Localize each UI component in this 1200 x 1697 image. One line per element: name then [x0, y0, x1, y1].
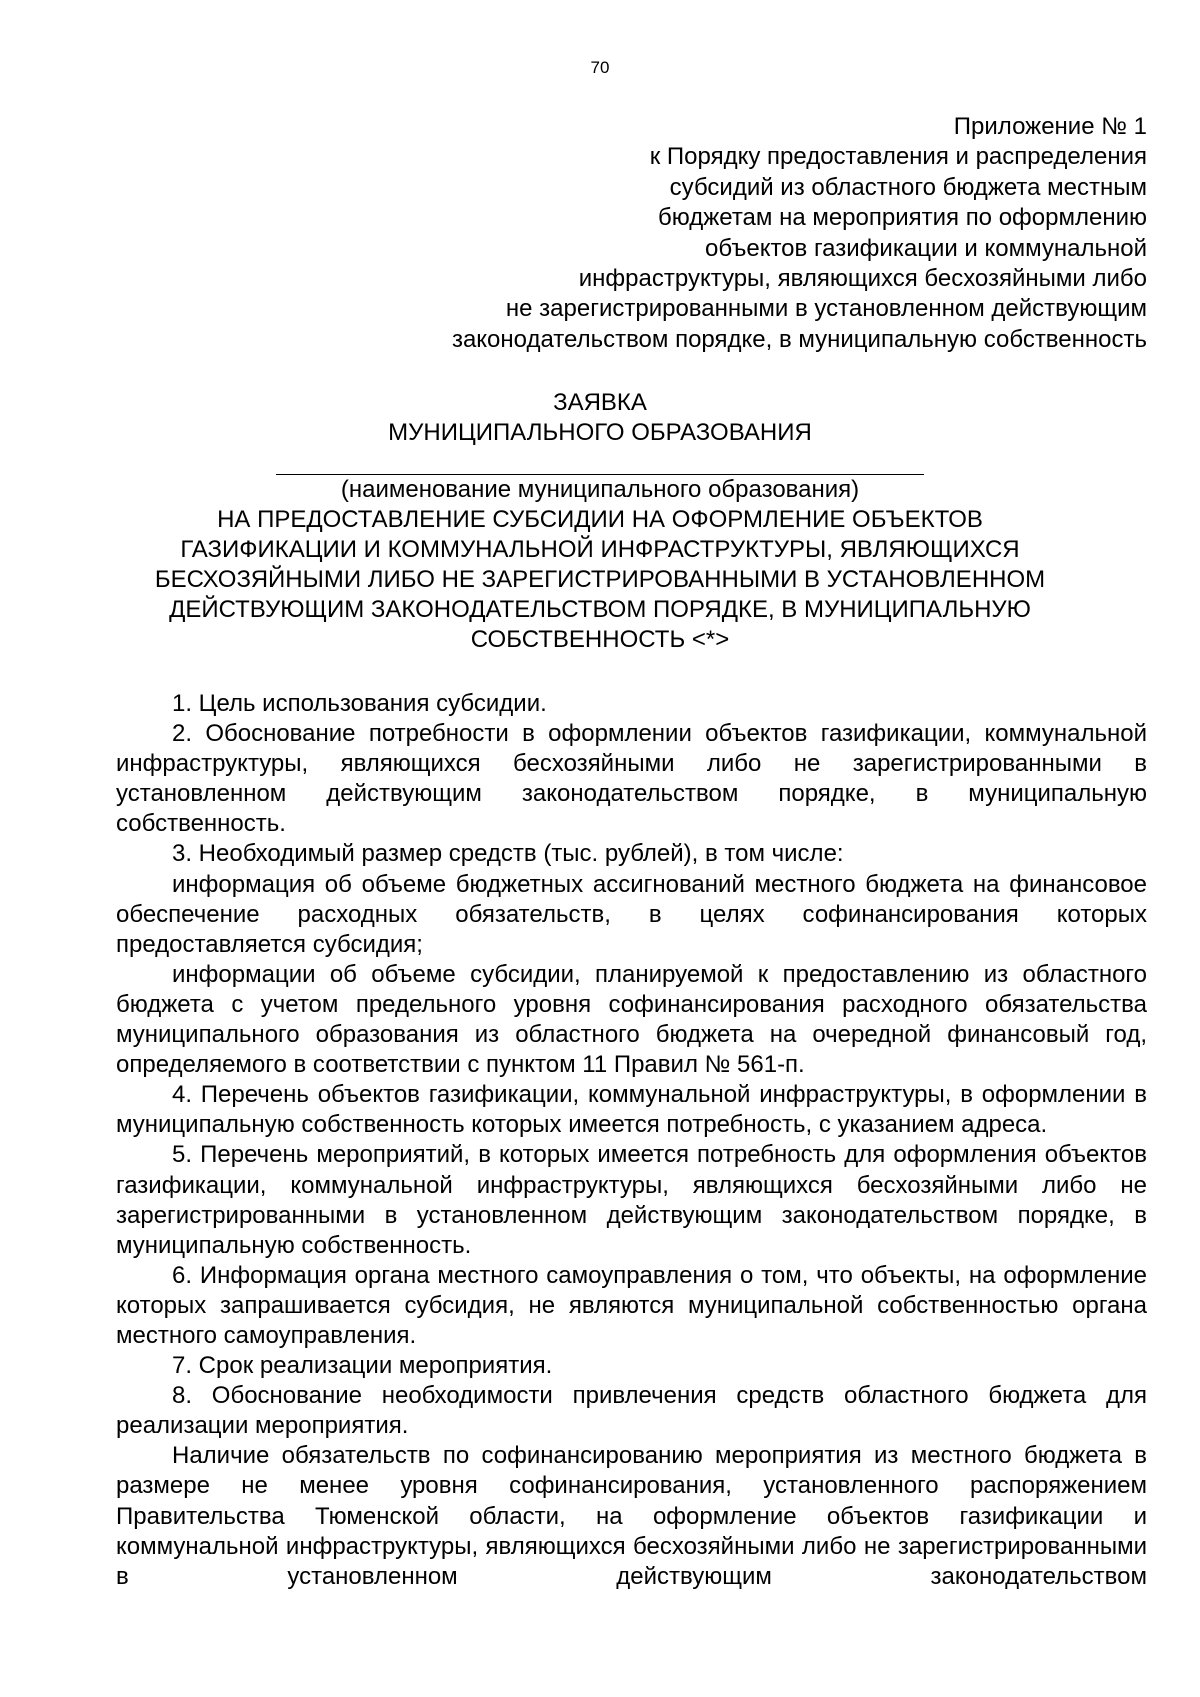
name-caption: (наименование муниципального образования)	[340, 476, 860, 503]
paragraph: 7. Срок реализации мероприятия.	[172, 1352, 553, 1380]
paragraph: 2. Обоснование потребности в оформлении объектов газификации, коммунальной инфраструктуры, являющихся бесхозяйными либо не зарегистрированными в установленном действующим законодательством порядке, в муниципальную собственность.	[116, 720, 1147, 838]
paragraph: 5. Перечень мероприятий, в которых имеется потребность для оформления объектов газификации, коммунальной инфраструктуры, являющихся бесхозяйными либо не зарегистрированными в установленном действующим законодательством порядке, в муниципальную собственность.	[116, 1141, 1147, 1259]
document-title	[0, 388, 1200, 655]
subject-line: ДЕЙСТВУЮЩИМ ЗАКОНОДАТЕЛЬСТВОМ ПОРЯДКЕ, В МУНИЦИПАЛЬНУЮ	[169, 596, 1031, 623]
appendix-line: субсидий из областного бюджета местным	[669, 173, 1147, 201]
appendix-line: инфраструктуры, являющихся бесхозяйными либо	[578, 265, 1147, 293]
paragraph: 1. Цель использования субсидии.	[172, 690, 547, 717]
appendix-line: законодательством порядке, в муниципальную собственность	[451, 325, 1147, 353]
municipality-name-blank	[276, 448, 924, 475]
appendix-line: к Порядку предоставления и распределения	[649, 143, 1147, 171]
paragraph: Наличие обязательств по софинансированию мероприятия из местного бюджета в размере не менее уровня софинансирования, установленного распоряжением Правительства Тюменской области, на оформление объектов газификации и коммунальной инфраструктуры, являющихся бесхозяйными либо не зарегистрированными в установленном действующим законодательством	[116, 1442, 1147, 1590]
paragraph: 3. Необходимый размер средств (тыс. рублей), в том числе:	[172, 840, 844, 868]
paragraph: информации об объеме субсидии, планируемой к предоставлению из областного бюджета с учетом предельного уровня софинансирования расходного обязательства муниципального образования из областного бюджета на очередной финансовый год, определяемого в соответствии с пунктом 11 Правил № 561-п.	[116, 960, 1147, 1079]
appendix-line: не зарегистрированными в установленном действующим	[505, 295, 1147, 323]
paragraph: 8. Обоснование необходимости привлечения средств областного бюджета для реализации мероприятия.	[116, 1382, 1147, 1440]
appendix-line: Приложение № 1	[953, 113, 1147, 140]
paragraph: 4. Перечень объектов газификации, коммунальной инфраструктуры, в оформлении в муниципальную собственность которых имеется потребность, с указанием адреса.	[116, 1081, 1147, 1139]
subject-line: НА ПРЕДОСТАВЛЕНИЕ СУБСИДИИ НА ОФОРМЛЕНИЕ ОБЪЕКТОВ	[217, 506, 983, 533]
subject-line: ГАЗИФИКАЦИИ И КОММУНАЛЬНОЙ ИНФРАСТРУКТУРЫ, ЯВЛЯЮЩИХСЯ	[180, 536, 1020, 563]
subject-line: БЕСХОЗЯЙНЫМИ ЛИБО НЕ ЗАРЕГИСТРИРОВАННЫМИ В УСТАНОВЛЕННОМ	[154, 566, 1046, 593]
appendix-line: объектов газификации и коммунальной	[705, 234, 1147, 262]
paragraph: 6. Информация органа местного самоуправления о том, что объекты, на оформление которых запрашивается субсидия, не являются муниципальной собственностью органа местного самоуправления.	[116, 1261, 1147, 1349]
document-body	[116, 689, 1147, 1592]
paragraph: информация об объеме бюджетных ассигнований местного бюджета на финансовое обеспечение расходных обязательств, в целях софинансирования которых предоставляется субсидия;	[116, 870, 1147, 958]
title-line: МУНИЦИПАЛЬНОГО ОБРАЗОВАНИЯ	[388, 419, 812, 446]
title-line: ЗАЯВКА	[553, 389, 647, 416]
subject-line: СОБСТВЕННОСТЬ <*>	[470, 626, 730, 653]
appendix-header	[247, 112, 1147, 355]
page-number: 70	[590, 58, 610, 77]
appendix-line: бюджетам на мероприятия по оформлению	[658, 204, 1147, 232]
